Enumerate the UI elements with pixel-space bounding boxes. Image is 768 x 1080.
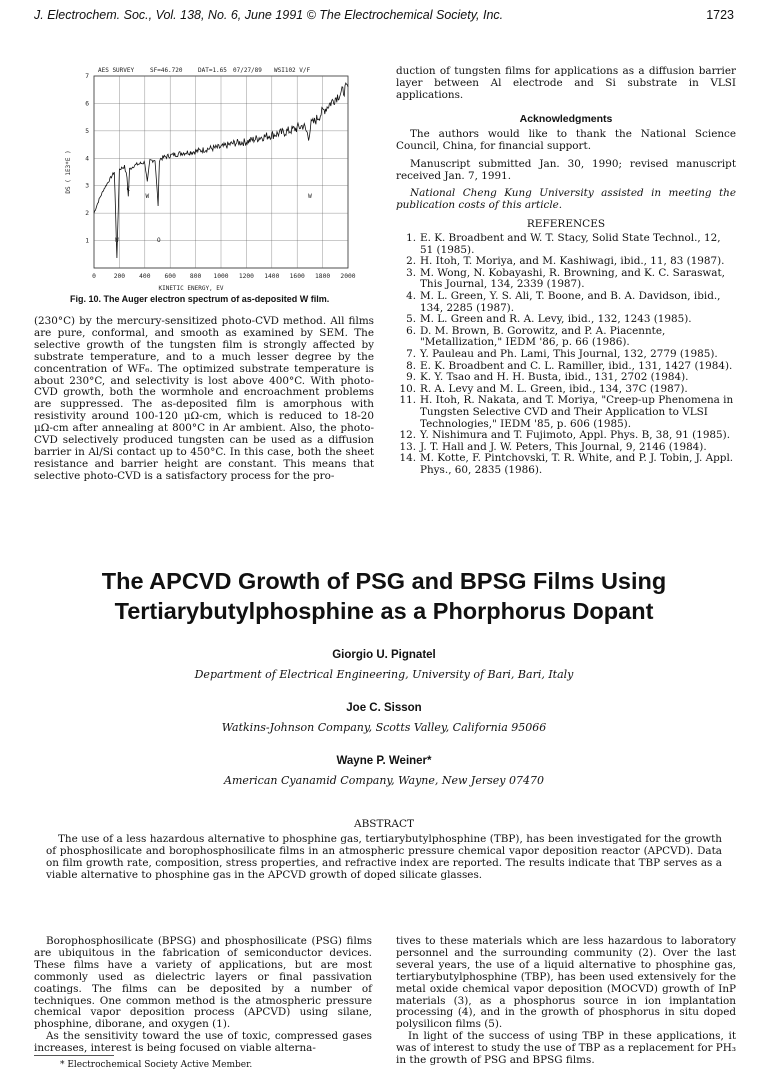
reference-text: M. L. Green, Y. S. Ali, T. Boone, and B. A. Davidson, ibid., 134, 2285 (1987). xyxy=(420,289,721,314)
acknowledgments-heading: Acknowledgments xyxy=(519,113,613,125)
intro-left-column xyxy=(34,936,372,1055)
author-affiliation: American Cyanamid Company, Wayne, New Jersey 07470 xyxy=(224,774,544,787)
reference-item xyxy=(396,291,736,314)
peak-label: W xyxy=(308,193,312,201)
x-tick-label: 800 xyxy=(189,273,202,280)
peak-label: W xyxy=(145,193,150,201)
publication-assistance-note: National Cheng Kung University assisted in meeting the publication costs of this article. xyxy=(396,187,736,211)
reference-text: H. Itoh, T. Moriya, and M. Kashiwagi, ibid., 11, 83 (1987). xyxy=(420,255,725,268)
manuscript-dates: Manuscript submitted Jan. 30, 1990; revised manuscript received Jan. 7, 1991. xyxy=(396,158,736,182)
intro-paragraph: Borophosphosilicate (BPSG) and phosphosilicate (PSG) films are ubiquitous in the fabrication of semiconductor devices. These films have a variety of applications, but are most commonly used as dielectric layers or final passivation coatings. The films can be deposited by a number of techniques. One common method is the atmospheric pressure chemical vapor deposition process (APCVD) using silane, phosphine, diborane, and oxygen (1). xyxy=(34,935,372,1031)
article-title xyxy=(40,566,728,626)
reference-item xyxy=(396,326,736,349)
reference-number: 12. xyxy=(399,429,416,442)
y-axis-label: DS ( 1E3*E ) xyxy=(65,150,72,194)
author-affiliation: Department of Electrical Engineering, University of Bari, Bari, Italy xyxy=(194,668,574,681)
reference-number: 14. xyxy=(399,452,416,465)
x-axis-label: KINETIC ENERGY, EV xyxy=(158,285,224,292)
running-header xyxy=(34,8,734,26)
reference-number: 7. xyxy=(406,347,416,360)
chart-header-text: WSI102 V/F xyxy=(274,67,311,74)
author-name: Wayne P. Weiner* xyxy=(336,755,432,767)
reference-text: Y. Pauleau and Ph. Lami, This Journal, 132, 2779 (1985). xyxy=(420,347,718,360)
reference-text: Y. Nishimura and T. Fujimoto, Appl. Phys. B, 38, 91 (1985). xyxy=(420,429,731,442)
reference-number: 10. xyxy=(399,382,416,395)
x-tick-label: 1400 xyxy=(264,273,280,280)
chart-header-text: SF=46.720 xyxy=(150,67,183,74)
reference-text: D. M. Brown, B. Gorowitz, and P. A. Piacennte, "Metallization," IEDM '86, p. 66 (1986). xyxy=(420,324,666,349)
reference-number: 11. xyxy=(399,394,416,407)
reference-text: J. T. Hall and J. W. Peters, This Journal, 9, 2146 (1984). xyxy=(420,440,707,453)
abstract-text: The use of a less hazardous alternative to phosphine gas, tertiarybutylphosphine (TBP), has been investigated for the growth of phosphosilicate and borophosphosilicate films in an atmospheric pressure chemical vapor deposition reactor (APCVD). Data on film growth rate, composition, stress properties, and refractive index are reported. The results indicate that TBP serves as a viable alternative to phosphine gas in the APCVD growth of doped silicate glasses. xyxy=(46,833,722,881)
x-tick-label: 0 xyxy=(92,273,96,280)
auger-spectrum-figure xyxy=(58,62,374,294)
reference-number: 1. xyxy=(406,232,416,244)
intro-paragraph: As the sensitivity toward the use of toxic, compressed gases increases, interest is being focused on viable alterna- xyxy=(34,1030,372,1055)
author-affiliation: Watkins-Johnson Company, Scotts Valley, California 95066 xyxy=(221,721,547,734)
reference-number: 3. xyxy=(406,266,416,279)
chart-header-text: 07/27/89 xyxy=(233,67,262,74)
auger-spectrum-chart xyxy=(58,62,374,294)
reference-item xyxy=(396,268,736,291)
page-number: 1723 xyxy=(706,8,734,22)
intro-right-column xyxy=(396,936,736,1067)
reference-text: E. K. Broadbent and W. T. Stacy, Solid State Technol., 12, 51 (1985). xyxy=(420,232,721,256)
reference-number: 5. xyxy=(406,313,416,326)
right-column-intro: duction of tungsten films for applications as a diffusion barrier layer between Al electrode and Si substrate in VLSI applications. xyxy=(396,65,736,101)
x-tick-label: 1800 xyxy=(315,273,331,280)
x-tick-label: 2000 xyxy=(340,273,356,280)
reference-item xyxy=(396,233,736,256)
reference-number: 6. xyxy=(406,324,416,337)
author-name: Joe C. Sisson xyxy=(346,702,422,714)
peak-label: W xyxy=(115,236,119,244)
peak-label: O xyxy=(156,236,161,244)
reference-text: M. Wong, N. Kobayashi, R. Browning, and K. C. Saraswat, This Journal, 134, 2339 (1987). xyxy=(420,266,725,291)
intro-paragraph: In light of the success of using TBP in these applications, it was of interest to study the use of TBP as a replacement for PH₃ in the growth of PSG and BPSG films. xyxy=(396,1030,736,1067)
y-tick-label: 5 xyxy=(85,127,89,135)
footnote: * Electrochemical Society Active Member. xyxy=(60,1060,253,1070)
y-tick-label: 4 xyxy=(85,155,89,163)
chart-header-text: AES SURVEY xyxy=(98,67,135,74)
acknowledgments-text: The authors would like to thank the National Science Council, China, for financial support. xyxy=(396,128,736,152)
peak-label: C xyxy=(126,186,131,194)
footnote-rule xyxy=(34,1055,114,1056)
article-title-line-1: The APCVD Growth of PSG and BPSG Films Using xyxy=(101,568,667,594)
x-tick-label: 600 xyxy=(164,273,176,280)
reference-text: E. K. Broadbent and C. L. Ramiller, ibid., 131, 1427 (1984). xyxy=(420,359,733,372)
intro-paragraph: tives to these materials which are less hazardous to laboratory personnel and the surrounding community (2). Over the last several years, the use of a liquid alternative to phosphine gas, tertiarybutylphosphine (TBP), has been used extensively for the metal oxide chemical vapor deposition (MOCVD) growth of InP materials (3), as a phosphorus source in ion implantation processing (4), and in the growth of phosphorus in situ doped polysilicon films (5). xyxy=(396,935,736,1031)
reference-text: R. A. Levy and M. L. Green, ibid., 134, 37C (1987). xyxy=(420,382,688,395)
reference-number: 13. xyxy=(399,440,416,453)
article-title-line-2: Tertiarybutylphosphine as a Phorphorus Dopant xyxy=(114,598,654,624)
x-tick-label: 200 xyxy=(113,273,126,280)
y-tick-label: 1 xyxy=(85,237,89,245)
author-name: Giorgio U. Pignatel xyxy=(332,649,436,661)
reference-text: K. Y. Tsao and H. H. Busta, ibid., 131, 2702 (1984). xyxy=(420,371,689,384)
x-tick-label: 1000 xyxy=(213,273,229,280)
figure-caption: Fig. 10. The Auger electron spectrum of as-deposited W film. xyxy=(70,294,330,304)
reference-number: 2. xyxy=(406,255,416,268)
journal-citation: J. Electrochem. Soc., Vol. 138, No. 6, June 1991 © The Electrochemical Society, Inc. xyxy=(34,8,504,22)
reference-text: M. Kotte, F. Pintchovski, T. R. White, and P. J. Tobin, J. Appl. Phys., 60, 2835 (1986). xyxy=(420,452,734,476)
x-tick-label: 1600 xyxy=(289,273,305,280)
y-tick-label: 2 xyxy=(85,210,89,218)
y-tick-label: 6 xyxy=(85,100,89,108)
abstract-heading: ABSTRACT xyxy=(353,818,415,830)
reference-text: M. L. Green and R. A. Levy, ibid., 132, 1243 (1985). xyxy=(420,313,692,326)
x-tick-label: 1200 xyxy=(238,273,254,280)
y-tick-label: 7 xyxy=(85,73,89,80)
reference-item xyxy=(396,453,736,476)
x-tick-label: 400 xyxy=(139,273,151,280)
references-heading: REFERENCES xyxy=(526,218,606,230)
chart-header-text: DAT=1.65 xyxy=(198,67,227,74)
references-list xyxy=(396,233,736,476)
reference-number: 4. xyxy=(406,289,416,302)
reference-text: H. Itoh, R. Nakata, and T. Moriya, "Creep-up Phenomena in Tungsten Selective CVD and Their Application to VLSI Technologies," IEDM '85, p. 606 (1985). xyxy=(420,394,734,430)
reference-number: 8. xyxy=(406,359,416,372)
reference-number: 9. xyxy=(406,371,416,384)
y-tick-label: 3 xyxy=(85,182,89,190)
left-column-text: (230°C) by the mercury-sensitized photo-CVD method. All films are pure, conformal, and smooth as examined by SEM. The selective growth of the tungsten film is strongly affected by substrate temperature, and to a much lesser degree by the concentration of WF₆. The optimized substrate temperature is about 230°C, and selectivity is lost above 400°C. With photo-CVD growth, both the wormhole and encroachment problems are suppressed. The as-deposited film is amorphous with resistivity around 100-120 μΩ-cm, which is reduced to 18-20 μΩ-cm after annealing at 800°C in Ar ambient. Also, the photo-CVD selectively produced tungsten can be used as a diffusion barrier in Al/Si contact up to 450°C. In this case, both the sheet resistance and barrier height are constant. This means that selective photo-CVD is a satisfactory process for the pro- xyxy=(34,315,374,482)
reference-item xyxy=(396,395,736,430)
